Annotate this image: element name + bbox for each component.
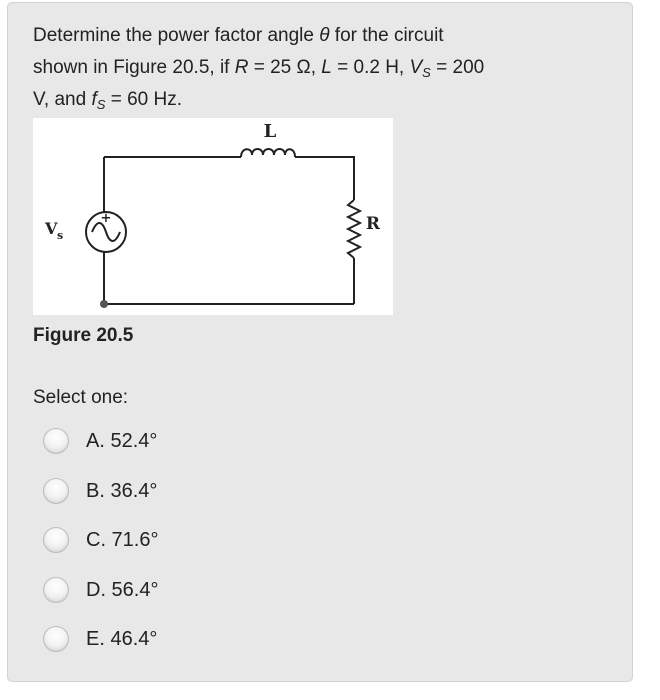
option-a-label: A. 52.4° (86, 429, 158, 452)
question-line-2: shown in Figure 20.5, if R = 25 Ω, L = 0.2 H, $V_S = 200$ (33, 57, 485, 80)
option-a[interactable] (43, 421, 157, 461)
source-plus-sign: + (100, 211, 112, 226)
frequency-symbol: f (91, 89, 97, 110)
inductor-coil (241, 149, 295, 157)
source-label-subscript: s (57, 229, 64, 242)
frequency-subscript: S (96, 97, 106, 112)
option-d[interactable] (43, 570, 158, 610)
resistor-label: R (365, 214, 381, 234)
voltage-subscript: S (422, 65, 431, 80)
radio-button-b[interactable] (43, 478, 69, 504)
question-card (7, 2, 633, 682)
circuit-figure (33, 118, 393, 315)
theta-symbol: θ (319, 25, 330, 46)
option-e-label: E. 46.4° (86, 627, 158, 650)
option-d-label: D. 56.4° (86, 578, 159, 601)
resistor-zigzag (348, 200, 360, 258)
option-e[interactable] (43, 619, 157, 659)
top-right-wire (295, 157, 354, 200)
option-c-label: C. 71.6° (86, 528, 159, 551)
voltage-symbol: V (409, 57, 423, 78)
radio-button-d[interactable] (43, 577, 69, 603)
inductance-symbol: L (321, 57, 332, 78)
radio-button-e[interactable] (43, 626, 69, 652)
question-line-1: Determine the power factor angle θ for the circuit (33, 25, 444, 46)
ground-node-dot (100, 300, 108, 308)
circuit-diagram (33, 118, 393, 315)
option-b-label: B. 36.4° (86, 479, 158, 502)
radio-button-c[interactable] (43, 527, 69, 553)
resistance-symbol: R (234, 57, 249, 78)
figure-caption: Figure 20.5 (33, 325, 134, 346)
inductor-label: L (263, 121, 277, 142)
option-c[interactable] (43, 520, 158, 560)
source-label: V (45, 219, 58, 238)
select-one-prompt: Select one: (33, 387, 129, 408)
question-line-3: V, and $f_S = 60$ Hz. (33, 89, 182, 112)
question-text (33, 20, 613, 116)
option-b[interactable] (43, 471, 157, 511)
radio-button-a[interactable] (43, 428, 69, 454)
